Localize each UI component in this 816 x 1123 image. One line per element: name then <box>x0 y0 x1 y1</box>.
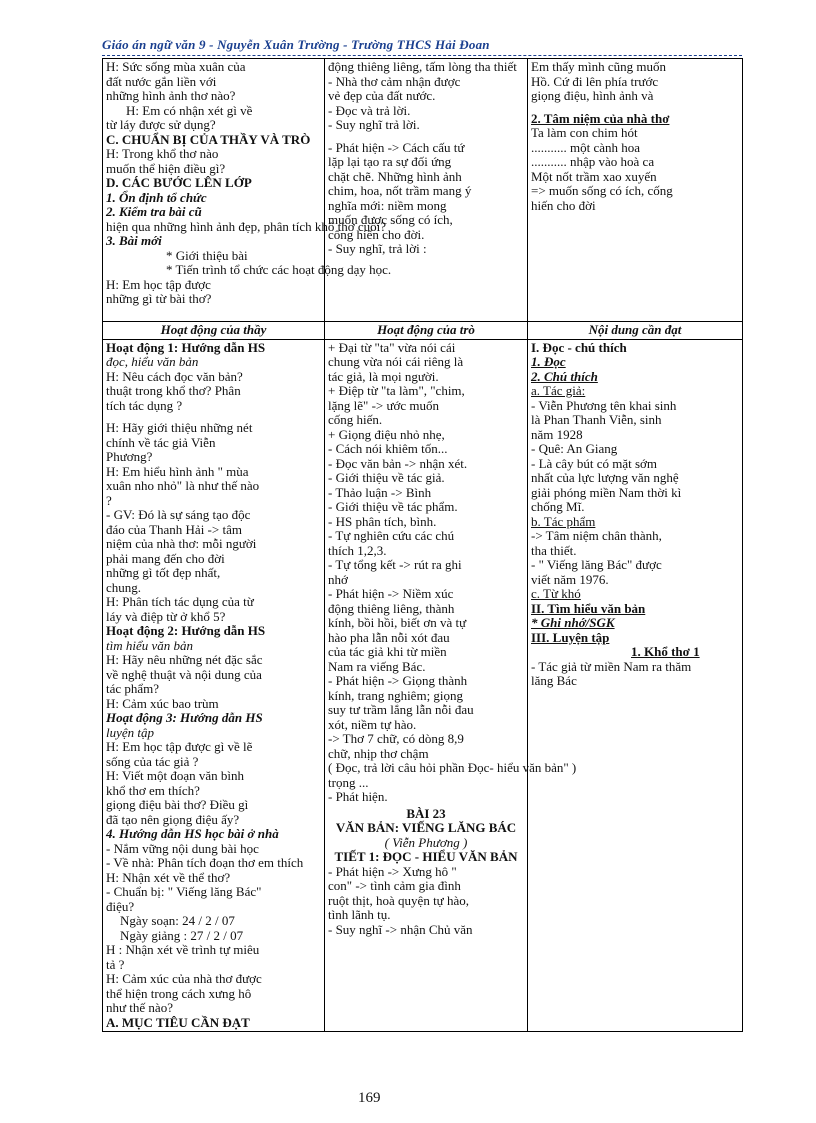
text-line: tình lãnh tụ. <box>328 907 391 922</box>
text-line: kính, trang nghiêm; giọng <box>328 687 464 703</box>
activity-heading: Hoạt động 2: Hướng dẫn HS <box>106 623 266 638</box>
text-line: -> Thơ 7 chữ, có dòng 8,9 <box>328 731 464 746</box>
heading-ghi-nho: * Ghi nhớ/SGK <box>531 615 615 630</box>
section-label: C. CHUẨN BỊ CỦA THẦY VÀ TRÒ <box>106 131 311 147</box>
activity-heading: Hoạt động 1: Hướng dẫn HS <box>106 339 266 355</box>
text-line: H: Viết một đoạn văn bình <box>106 768 244 783</box>
text-line: - Là cây bút có mặt sớm <box>531 455 658 471</box>
text-line: - HS phân tích, bình. <box>328 513 437 529</box>
wide-line: hiện qua những hình ảnh đẹp, phân tích khổ thơ cuối? <box>106 218 387 234</box>
text-line: - Quê: An Giang <box>531 441 618 456</box>
text-line: như thế nào? <box>106 1000 173 1015</box>
heading-luyen-tap: III. Luyện tập <box>531 629 610 645</box>
text-line: sống của tác giả ? <box>106 753 199 769</box>
text-line: H : Nhận xét về trình tự miêu <box>106 942 260 957</box>
text-line: - Phát hiện -> Cách cấu tứ <box>328 139 465 155</box>
text-line: động thiêng liêng, tấm lòng tha thiết <box>328 59 517 74</box>
section-label: A. MỤC TIÊU CẦN ĐẠT <box>106 1014 250 1030</box>
body-col1 <box>103 339 325 1032</box>
body-col3 <box>528 339 743 1032</box>
subheading-tu-kho: c. Từ khó <box>531 586 581 601</box>
heading-kho-tho-1: 1. Khổ thơ 1 <box>631 644 700 659</box>
text-line: nhớ <box>328 571 348 587</box>
text-line: hào pha lẫn nỗi xót đau <box>328 629 450 645</box>
lesson-author: ( Viễn Phương ) <box>384 834 468 850</box>
header-rule <box>102 55 742 56</box>
column-header-teacher: Hoạt động của thầy <box>103 322 325 340</box>
text-line: luyện tập <box>106 724 155 740</box>
text-line: tác giả, là mọi người. <box>328 368 439 384</box>
date-prepared: Ngày soạn: 24 / 2 / 07 <box>120 913 235 928</box>
text-line: - Tác giả từ miền Nam ra thăm <box>531 658 692 674</box>
section-label: 3. Bài mới <box>106 233 162 248</box>
text-line: ........... một cành hoa <box>531 139 641 155</box>
subheading-tac-pham: b. Tác phẩm <box>531 513 596 529</box>
text-line: của tác giả khi từ miền <box>328 644 447 659</box>
page-header: Giáo án ngữ văn 9 - Nguyễn Xuân Trường - Trường THCS Hải Đoan <box>102 37 490 52</box>
text-line: - Về nhà: Phân tích đoạn thơ em thích <box>106 855 304 870</box>
text-line: - Suy nghĩ, trả lời : <box>328 241 427 256</box>
heading-doc: 1. Đọc <box>531 354 566 369</box>
text-line: tả ? <box>106 956 125 972</box>
text-line: động thiêng liêng, thành <box>328 600 455 616</box>
text-line: cống hiến. <box>328 412 383 427</box>
text-line: điệu? <box>106 898 135 914</box>
text-line: chung vừa nói cái riêng là <box>328 354 464 369</box>
text-line: giọng điệu bài thơ? Điều gì <box>106 797 249 812</box>
text-line: - Viễn Phương tên khai sinh <box>531 397 677 413</box>
text-line: - Suy nghĩ -> nhận Chủ văn <box>328 921 473 937</box>
text-line: + Đại từ "ta" vừa nói cái <box>328 339 456 355</box>
subheading-tac-gia: a. Tác giả: <box>531 383 586 398</box>
text-line: thuật trong khổ thơ? Phân <box>106 383 241 398</box>
heading-chu-thich: 2. Chú thích <box>531 368 598 384</box>
text-line: viết năm 1976. <box>531 571 609 587</box>
text-line: - Giới thiệu về tác phẩm. <box>328 499 458 514</box>
text-line: những gì tốt đẹp nhất, <box>106 565 221 580</box>
text-line: chim, hoa, nốt trầm mang ý <box>328 183 472 198</box>
text-line: tìm hiểu văn bản <box>106 637 194 653</box>
text-line: chống Mĩ. <box>531 499 585 514</box>
table-row-top <box>103 59 743 322</box>
lesson-title: VĂN BẢN: VIẾNG LĂNG BÁC <box>335 820 517 835</box>
text-line: lặp lại tạo ra sự đối ứng <box>328 154 452 169</box>
text-line: H: Nhận xét về thể thơ? <box>106 869 231 885</box>
text-line: - Suy nghĩ trả lời. <box>328 117 420 132</box>
text-line: ruột thịt, hoà quyện tự hào, <box>328 892 469 908</box>
section-label: * Tiến trình tổ chức các hoạt động dạy học. <box>166 262 392 277</box>
text-line: ? <box>106 492 112 508</box>
lesson-plan-table <box>102 58 743 1032</box>
text-line: láy và điệp từ ở khổ 5? <box>106 608 226 624</box>
text-line: chung. <box>106 579 142 595</box>
text-line: H: Hãy nêu những nét đặc sắc <box>106 652 263 667</box>
text-line: trọng ... <box>328 774 369 790</box>
text-line: H: Nêu cách đọc văn bản? <box>106 368 243 384</box>
text-line: - Giới thiệu về tác giả. <box>328 470 445 485</box>
text-line: + Điệp từ "ta làm", "chim, <box>328 383 465 398</box>
text-line: - Cách nói khiêm tốn... <box>328 441 448 456</box>
text-line: - Phát hiện. <box>328 789 388 804</box>
text-line: con" -> tình cảm gia đình <box>328 878 461 893</box>
text-line: năm 1928 <box>531 426 583 442</box>
text-line: giải phóng miền Nam thời kì <box>531 484 682 500</box>
text-line: những hình ảnh thơ nào? <box>106 88 236 103</box>
section-label: D. CÁC BƯỚC LÊN LỚP <box>106 175 252 190</box>
text-line: đáo của Thanh Hải -> tâm <box>106 521 242 537</box>
text-line: H: Em học tập được <box>106 276 211 292</box>
text-line: -> Tâm niệm chân thành, <box>531 528 662 543</box>
text-line: H: Hãy giới thiệu những nét <box>106 420 253 435</box>
text-line: lăng Bác <box>531 673 577 688</box>
homework-heading: 4. Hướng dẫn HS học bài ở nhà <box>106 826 279 841</box>
text-line: từ láy được sử dụng? <box>106 117 216 132</box>
table-row-body <box>103 339 743 1032</box>
text-line: đọc, hiểu văn bản <box>106 354 199 369</box>
text-line: - Tự nghiên cứu các chú <box>328 528 455 543</box>
text-line: H: Sức sống mùa xuân của <box>106 59 246 74</box>
text-line: giọng điệu, hình ảnh và <box>531 88 654 103</box>
text-line: thể hiện trong cách xưng hô <box>106 985 252 1001</box>
text-line: là Phan Thanh Viễn, sinh <box>531 412 662 427</box>
text-line: Nam ra viếng Bác. <box>328 658 426 674</box>
lesson-period: TIẾT 1: ĐỌC - HIỂU VĂN BẢN <box>334 849 518 864</box>
text-line: chính về tác giả Viễn <box>106 434 216 450</box>
section-label: * Giới thiệu bài <box>166 247 248 263</box>
column-header-student: Hoạt động của trò <box>325 322 528 340</box>
text-line: kính, bồi hồi, biết ơn và tự <box>328 615 467 630</box>
text-line: thích 1,2,3. <box>328 542 387 558</box>
text-line: suy tư trầm lắng lẫn nỗi đau <box>328 702 474 717</box>
text-line: lặng lẽ" -> ước muốn <box>328 397 440 413</box>
text-line: - " Viếng lăng Bác" được <box>531 557 662 572</box>
text-line: xuân nho nhỏ" là như thế nào <box>106 478 260 493</box>
text-line: đã tạo nên giọng điệu ấy? <box>106 811 240 827</box>
text-line: Hồ. Cứ đi lên phía trước <box>531 73 659 89</box>
text-line: H: Cảm xúc của nhà thơ được <box>106 971 262 986</box>
heading-doc-chu-thich: I. Đọc - chú thích <box>531 339 627 355</box>
text-line: đất nước gắn liền với <box>106 73 217 89</box>
text-line: Ta làm con chim hót <box>531 125 638 140</box>
text-line: - GV: Đó là sự sáng tạo độc <box>106 507 251 522</box>
text-line: - Chuẩn bị: " Viếng lăng Bác" <box>106 884 262 899</box>
text-line: - Phát hiện -> Giọng thành <box>328 673 468 688</box>
text-line: những gì từ bài thơ? <box>106 291 212 306</box>
text-line: xót, niềm tự hào. <box>328 716 417 732</box>
heading-tim-hieu: II. Tìm hiểu văn bản <box>531 600 646 616</box>
text-line: - Đọc và trả lời. <box>328 102 411 118</box>
text-line: Em thấy mình cũng muốn <box>531 59 667 74</box>
text-line: khổ thơ em thích? <box>106 782 200 798</box>
text-line: chặt chẽ. Những hình ảnh <box>328 168 462 184</box>
text-line: H: Em có nhận xét gì về <box>126 102 253 118</box>
text-line: tác phẩm? <box>106 681 160 696</box>
text-line: tích tác dụng ? <box>106 397 183 413</box>
table-row-columns <box>103 322 743 340</box>
text-line: H: Cảm xúc bao trùm <box>106 695 219 711</box>
text-line: - Đọc văn bản -> nhận xét. <box>328 455 468 471</box>
text-line: nhất của lực lượng văn nghệ <box>531 470 679 485</box>
text-line: muốn thể hiện điều gì? <box>106 160 226 176</box>
text-line: - Phát hiện -> Xưng hô " <box>328 863 457 879</box>
text-line: phải mang đến cho đời <box>106 550 225 566</box>
text-line: - Nắm vững nội dung bài học <box>106 840 259 856</box>
text-line: nghĩa mới: niềm mong <box>328 197 447 213</box>
text-line: vẻ đẹp của đất nước. <box>328 88 436 103</box>
activity-heading: Hoạt động 3: Hướng dẫn HS <box>106 710 263 725</box>
text-line: - Phát hiện -> Niềm xúc <box>328 586 454 601</box>
text-line: hiến cho đời <box>531 197 596 213</box>
heading-tam-niem: 2. Tâm niệm của nhà thơ <box>531 110 670 126</box>
text-line: H: Phân tích tác dụng của từ <box>106 594 254 609</box>
text-line: H: Em học tập được gì về lẽ <box>106 739 253 754</box>
lesson-number: BÀI 23 <box>406 805 446 821</box>
text-line: chữ, nhịp thơ chậm <box>328 745 429 761</box>
column-header-content: Nội dung cần đạt <box>528 322 743 340</box>
text-line: niệm của nhà thơ: mỗi người <box>106 536 257 551</box>
text-line: - Nhà thơ cảm nhận được <box>328 73 461 89</box>
text-line: tha thiết. <box>531 542 577 558</box>
text-line: ........... nhập vào hoà ca <box>531 154 655 169</box>
page-number: 169 <box>358 1090 381 1106</box>
text-line: muốn được sống có ích, <box>328 212 453 227</box>
text-line: ( Đọc, trả lời câu hỏi phần Đọc- hiểu văn bản" ) <box>328 760 577 775</box>
text-line: - Tự tổng kết -> rút ra ghi <box>328 557 462 572</box>
text-line: + Giọng điệu nhỏ nhẹ, <box>328 426 445 442</box>
text-line: => muốn sống có ích, cống <box>531 183 673 198</box>
section-label: 2. Kiểm tra bài cũ <box>106 204 202 219</box>
date-taught: Ngày giảng : 27 / 2 / 07 <box>120 927 244 943</box>
text-line: H: Em hiểu hình ảnh " mùa <box>106 463 249 479</box>
text-line: - Thảo luận -> Bình <box>328 484 432 500</box>
text-line: về nghệ thuật và nội dung của <box>106 666 262 682</box>
text-line: Phương? <box>106 449 153 464</box>
top-col2 <box>325 59 528 322</box>
text-line: Một nốt trầm xao xuyến <box>531 168 657 184</box>
top-col3 <box>528 59 743 322</box>
section-label: 1. Ổn định tổ chức <box>106 189 207 205</box>
text-line: H: Trong khổ thơ nào <box>106 146 219 161</box>
text-line: cống hiến cho đời. <box>328 226 425 242</box>
